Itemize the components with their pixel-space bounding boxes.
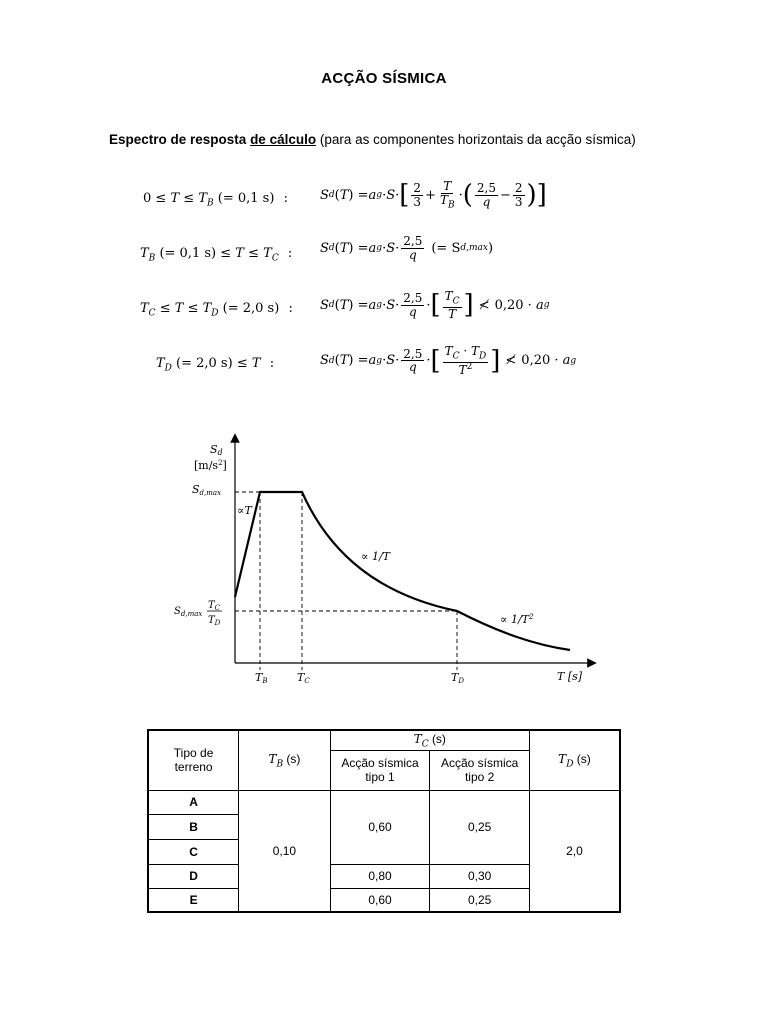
header-td: $T_D$ (s) <box>529 730 620 790</box>
prop-t-label: ∝T <box>237 504 252 517</box>
equation-condition-4: $T_D$ (= 2,0 s) ≤ T : <box>156 356 275 374</box>
tc1-abc-cell: 0,60 <box>330 790 430 864</box>
header-tipo-terreno: Tipo de terreno <box>148 730 239 790</box>
y-axis-unit: $[m/s^2]$ <box>194 459 227 472</box>
equation-row-3 <box>0 290 768 330</box>
equation-condition-2: $T_B$ (= 0,1 $s) \le T \le T_C$ : <box>140 246 293 264</box>
equation-row-2 <box>0 235 768 275</box>
equation-formula-4: S d ( T ) = a g · S · $\frac{2,5}{q}$ · [ $\frac{T_C \cdot T_D}{T^2}$ ] ≮ 0,20 · a g <box>320 344 577 377</box>
tc2-abc-cell: 0,25 <box>430 790 530 864</box>
tc2-d-cell: 0,30 <box>430 864 530 888</box>
table-row-tipo: B <box>148 814 239 839</box>
header-tipo-1: Acção sísmica tipo 1 <box>330 750 430 790</box>
sdmin-label: $S_{d,max}$ <box>174 606 203 618</box>
header-tipo-2: Acção sísmica tipo 2 <box>430 750 530 790</box>
table-row-tipo: E <box>148 888 239 912</box>
subtitle-bold: Espectro de resposta <box>109 132 251 147</box>
subtitle <box>109 132 636 147</box>
equation-row-1 <box>0 180 768 220</box>
ground-type-table <box>147 729 621 913</box>
prop-inv-t2-label: ∝ $1/T^2$ <box>500 613 534 626</box>
equation-formula-3: S d ( T ) = a g · S · $\frac{2,5}{q}$ · [ $\frac{T_C}{T}$ ] ≮ 0,20 · a g <box>320 289 550 321</box>
equation-formula-2: S d ( T ) = a g · S · $\frac{2,5}{q}$ (= S d,max ) <box>320 234 494 262</box>
sdmax-label: Sd,max <box>192 483 222 497</box>
x-tick-tc: TC <box>297 671 310 685</box>
table-row-tipo: A <box>148 790 239 814</box>
sdmin-frac-num: $T_C$ <box>208 600 221 612</box>
equation-condition-3: $T_C \le T \le T_D$ (= 2,0 s) : <box>140 301 293 319</box>
tc1-e-cell: 0,60 <box>330 888 430 912</box>
header-tb: $T_B$ (s) <box>239 730 331 790</box>
sdmin-frac-den: $T_D$ <box>208 615 221 627</box>
td-value-cell: 2,0 <box>529 790 620 912</box>
subtitle-rest: (para as componentes horizontais da acção sísmica) <box>316 132 636 147</box>
response-spectrum-graph <box>0 430 768 690</box>
equation-formula-1: S d ( T ) = a g · S · [ $\frac{2}{3}$ + $\frac{T}{T_B}$ · ( $\frac{2,5}{q}$ − $\frac{2}{3}$ )] <box>320 179 547 211</box>
x-tick-tb: TB <box>255 671 268 685</box>
tc2-e-cell: 0,25 <box>430 888 530 912</box>
equation-row-4 <box>0 345 768 385</box>
prop-inv-t-label: ∝ 1/T <box>361 550 390 563</box>
page-title: ACÇÃO SÍSMICA <box>321 70 447 87</box>
table-row-tipo: D <box>148 864 239 888</box>
x-tick-td: TD <box>451 671 464 685</box>
equation-condition-1: $0 \le T \le T_B$ (= 0,1 s) : <box>143 191 288 209</box>
y-axis-label: Sd <box>210 443 223 457</box>
tb-value-cell: 0,10 <box>239 790 331 912</box>
spectrum-curve <box>235 492 570 650</box>
tc1-d-cell: 0,80 <box>330 864 430 888</box>
header-tc: $T_C$ (s) <box>330 730 529 750</box>
x-axis-label: T [s] <box>557 670 583 683</box>
table-row-tipo: C <box>148 839 239 864</box>
subtitle-underlined: de cálculo <box>250 132 317 147</box>
